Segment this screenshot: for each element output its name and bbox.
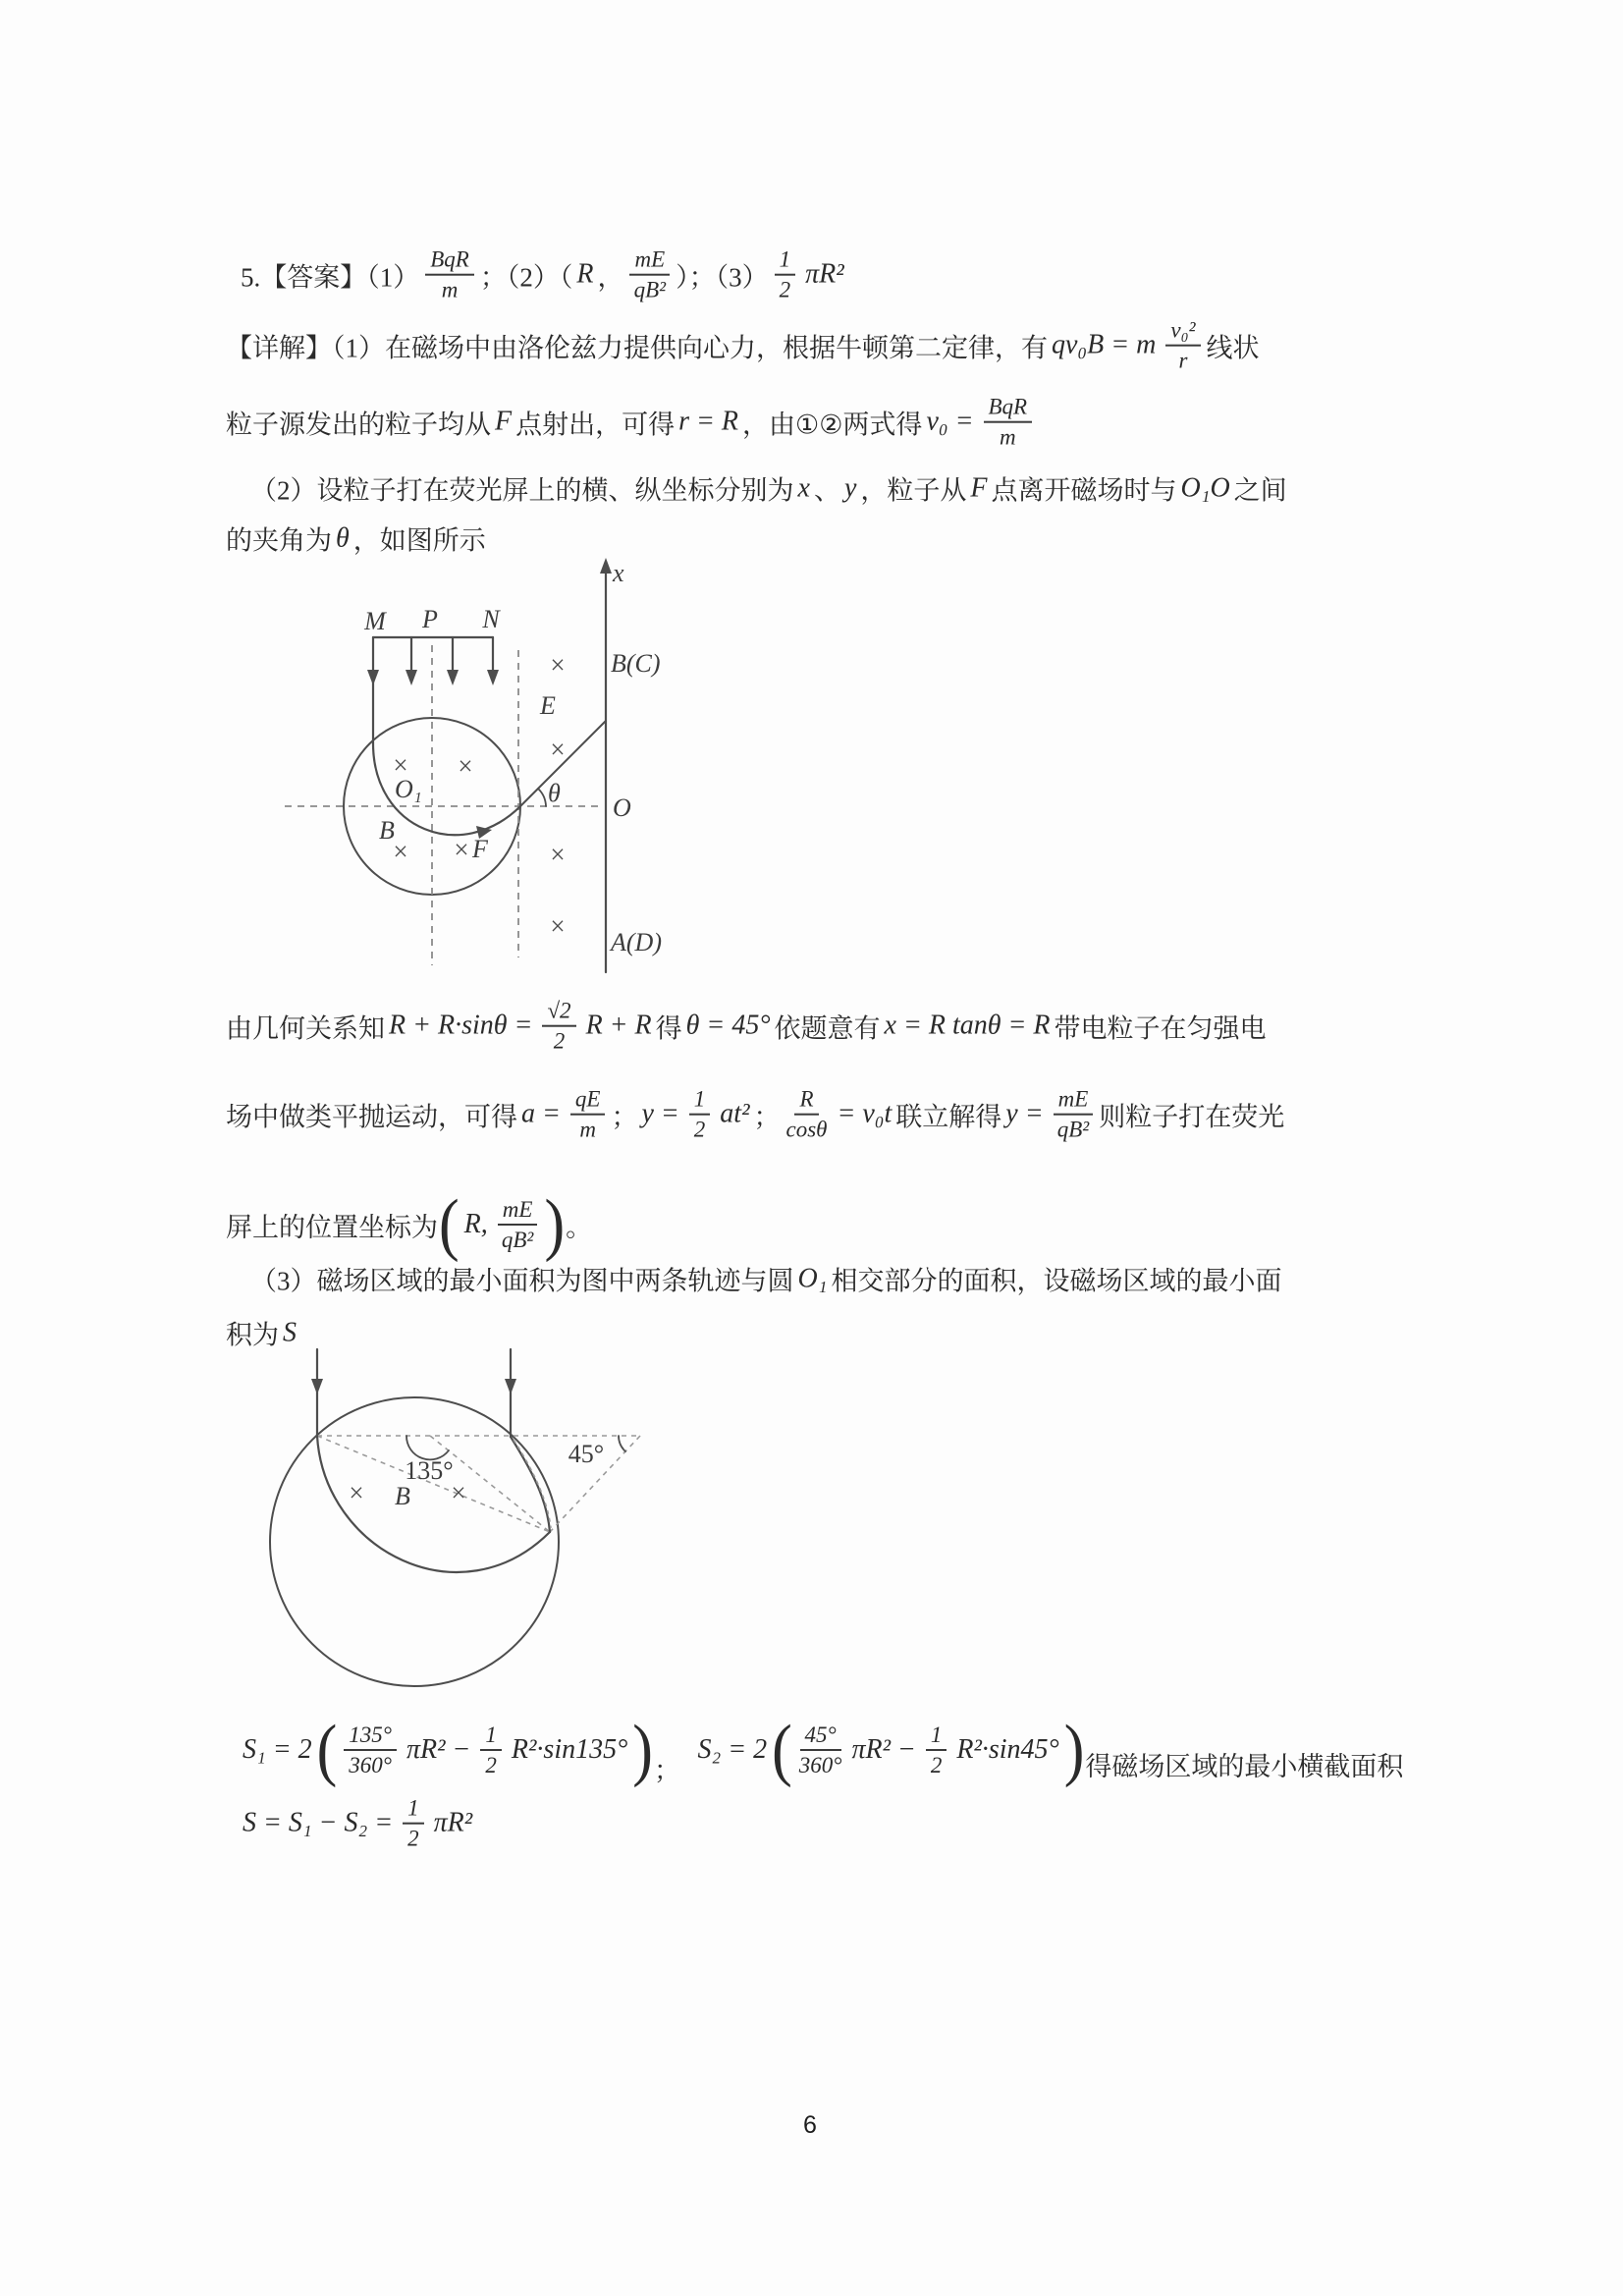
cjk-text: 依题意有 <box>774 1013 881 1044</box>
math-text: πR² <box>805 259 844 290</box>
cjk-text: 带电粒子在匀强电 <box>1054 1013 1267 1044</box>
fraction: $\frac{1}{2}$ <box>926 1722 947 1778</box>
label-N: N <box>482 605 500 633</box>
fraction: $\frac{qE}{m}$ <box>570 1087 606 1143</box>
part3-line-1 <box>250 1260 1281 1298</box>
cjk-text: 5.【答案】（1） <box>241 262 420 293</box>
fraction: $\frac{mE}{\text{qB²}}$ <box>1054 1087 1094 1143</box>
circle-O1 <box>270 1397 559 1686</box>
cjk-text: 之间 <box>1233 475 1287 506</box>
fraction: $\frac{1}{2}$ <box>775 247 796 303</box>
big-paren: ) <box>632 1711 653 1789</box>
fraction: $\frac{√2}{2}$ <box>542 999 575 1055</box>
cjk-text: 、 <box>813 475 840 506</box>
geometry-line-3 <box>226 1185 593 1264</box>
math-text: πR² − <box>851 1734 916 1765</box>
math-text: S = S₁ − S₂ = <box>243 1808 394 1838</box>
beam-arrow-2 <box>406 670 417 685</box>
theta-angle-arc <box>538 789 546 806</box>
cjk-text: 。 <box>566 1212 593 1242</box>
big-paren: ) <box>1063 1711 1085 1789</box>
label-M: M <box>364 607 386 635</box>
fraction: $\frac{1}{2}$ <box>689 1087 711 1143</box>
field-cross-mark: × <box>451 1478 466 1507</box>
cjk-text: 得磁场区域的最小横截面积 <box>1085 1751 1404 1781</box>
math-text: πR² <box>433 1808 473 1838</box>
label-P: P <box>422 605 438 633</box>
fraction: $\frac{135^\circ}{360^\circ}$ <box>344 1722 397 1778</box>
math-text: R <box>576 259 594 290</box>
cjk-text: （2）设粒子打在荧光屏上的横、纵坐标分别为 <box>250 475 794 506</box>
math-text: R²·sin135° <box>511 1734 628 1765</box>
x-axis-arrowhead <box>600 558 612 574</box>
math-text: R + R·sinθ = <box>389 1011 533 1041</box>
cjk-text: ，粒子从 <box>860 475 967 506</box>
label-E: E <box>540 691 556 720</box>
cjk-text: 屏上的位置坐标为 <box>226 1212 438 1242</box>
field-cross-mark: × <box>550 650 566 680</box>
big-paren: ( <box>316 1711 338 1789</box>
math-text: qv₀B = m <box>1052 330 1157 360</box>
entry-arrow-left <box>311 1379 323 1394</box>
field-diagram-2 <box>177 1347 687 1701</box>
label-135deg: 135° <box>405 1456 454 1485</box>
part2-line-1 <box>250 469 1287 508</box>
cjk-text: 得 <box>655 1013 682 1044</box>
label-theta: θ <box>548 779 561 807</box>
cjk-text: 线状 <box>1206 333 1260 363</box>
label-O: O <box>613 793 631 822</box>
math-text: r = R <box>678 407 739 437</box>
big-paren: ( <box>772 1711 792 1789</box>
field-cross-mark: × <box>550 911 566 941</box>
cjk-text: ； <box>611 1102 638 1132</box>
math-text: R²·sin45° <box>956 1734 1059 1765</box>
label-O1: O₁ <box>395 775 422 803</box>
geometry-line-1 <box>226 999 1267 1055</box>
cjk-text: 的夹角为 <box>226 525 332 556</box>
beam-arrow-3 <box>447 670 459 685</box>
math-text: at² <box>720 1099 750 1129</box>
field-cross-mark: × <box>393 750 408 780</box>
fraction: $\frac{mE}{\text{qB²}}$ <box>629 247 670 303</box>
math-text: R + R <box>585 1011 652 1041</box>
math-text: S <box>283 1317 297 1347</box>
fraction: $\frac{R}{\cos\theta}$ <box>785 1086 828 1142</box>
cjk-text: 由几何关系知 <box>226 1013 385 1044</box>
math-text: y <box>843 472 857 503</box>
math-text: O₁ <box>797 1263 828 1293</box>
fraction: $\frac{\text{BqR}}{m}$ <box>984 395 1033 451</box>
cjk-text: 点射出，可得 <box>515 410 676 440</box>
answer-line <box>241 247 848 303</box>
math-text: x = R tanθ = R <box>884 1011 1051 1041</box>
fraction: $\frac{45^\circ}{360^\circ}$ <box>798 1722 842 1777</box>
field-diagram-1 <box>187 550 677 997</box>
math-text: O₁O <box>1180 472 1230 503</box>
math-text: = v₀t <box>837 1099 893 1129</box>
lens-dashed-arc <box>514 1440 551 1528</box>
math-text: πR² − <box>406 1734 471 1765</box>
cjk-text: ）；（3） <box>676 262 769 293</box>
math-text: R, <box>463 1209 488 1239</box>
cjk-text: 【详解】（1）在磁场中由洛伦兹力提供向心力，根据牛顿第二定律，有 <box>226 333 1048 363</box>
geometry-line-2 <box>226 1087 1284 1143</box>
cjk-text: 场中做类平抛运动，可得 <box>226 1102 517 1132</box>
field-cross-mark: × <box>349 1478 364 1507</box>
label-BC: B(C) <box>611 649 661 678</box>
fraction: $\frac{\text{v₀²}}{r}$ <box>1165 318 1200 374</box>
big-paren: ) <box>544 1185 566 1264</box>
cjk-text: ，由①②两式得 <box>742 410 923 440</box>
field-cross-mark: × <box>454 835 469 864</box>
entry-arrow-right <box>505 1379 516 1394</box>
detail-line-2 <box>226 395 1038 451</box>
detail-line-1 <box>226 318 1260 374</box>
math-text: F <box>495 407 513 437</box>
angle-arc-45 <box>619 1436 625 1451</box>
beam-arrow-1 <box>367 670 379 685</box>
math-text: S₁ = 2 <box>243 1734 312 1765</box>
part3-line-2 <box>226 1314 300 1352</box>
cjk-text: ；（2）（ <box>479 262 573 293</box>
field-cross-mark: × <box>550 840 566 869</box>
cjk-text: 点离开磁场时与 <box>991 475 1177 506</box>
cjk-text: （3）磁场区域的最小面积为图中两条轨迹与圆 <box>250 1266 794 1296</box>
area-formula-line <box>239 1711 1404 1789</box>
big-paren: ( <box>439 1185 460 1264</box>
label-45deg: 45° <box>568 1440 605 1468</box>
fraction: $\frac{\text{BqR}}{m}$ <box>425 247 474 303</box>
math-text: v₀ = <box>926 407 974 437</box>
math-text: a = <box>521 1099 561 1129</box>
final-area-line <box>239 1796 476 1852</box>
math-text: θ = 45° <box>685 1011 771 1041</box>
field-cross-mark: × <box>550 735 566 764</box>
label-AD: A(D) <box>611 928 662 957</box>
page-number: 6 <box>803 2111 817 2139</box>
cjk-text: ，如图所示 <box>352 525 486 556</box>
cjk-text <box>680 1735 694 1766</box>
x-axis-label: x <box>613 559 624 587</box>
cjk-text: ； <box>653 1755 680 1785</box>
beam-arrow-4 <box>487 670 499 685</box>
trajectory-2-arc <box>511 1437 550 1532</box>
math-text: y = <box>1005 1099 1044 1129</box>
label-B: B <box>379 816 395 845</box>
math-text: y = <box>641 1099 679 1129</box>
cjk-text: 联立解得 <box>895 1102 1002 1132</box>
field-cross-mark: × <box>458 751 473 781</box>
math-text: x <box>797 472 810 503</box>
cjk-text: ， <box>597 262 624 293</box>
cjk-text: ； <box>753 1102 781 1132</box>
math-text: F <box>970 472 988 503</box>
fraction: $\frac{1}{2}$ <box>480 1722 502 1778</box>
math-text: S₂ = 2 <box>697 1734 768 1765</box>
field-cross-mark: × <box>393 837 408 866</box>
label-F: F <box>472 835 488 863</box>
math-text: θ <box>336 522 350 553</box>
cjk-text: 则粒子打在荧光 <box>1099 1102 1285 1132</box>
cjk-text: 相交部分的面积，设磁场区域的最小面 <box>831 1266 1282 1296</box>
fraction: $\frac{mE}{\text{qB²}}$ <box>498 1197 538 1253</box>
cjk-text: 积为 <box>226 1320 279 1350</box>
cjk-text: 粒子源发出的粒子均从 <box>226 410 491 440</box>
fraction: $\frac{1}{2}$ <box>403 1796 424 1852</box>
label-B2: B <box>395 1482 410 1510</box>
